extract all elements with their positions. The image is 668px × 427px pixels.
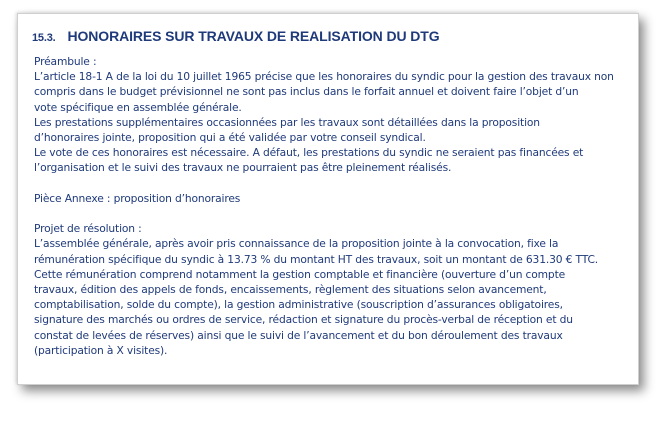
- resolution-line: travaux, édition des appels de fonds, encaissements, règlement des situations selon avancement,: [34, 283, 547, 297]
- spacer: [34, 176, 630, 191]
- preamble-label: Préambule :: [34, 55, 97, 68]
- section-title: HONORAIRES SUR TRAVAUX DE REALISATION DU DTG: [67, 28, 440, 44]
- document-excerpt: [17, 13, 639, 385]
- resolution-line: rémunération spécifique du syndic à 13.73 % du montant HT des travaux, soit un montant de 631.30 € TTC.: [34, 252, 599, 266]
- spacer: [34, 206, 630, 221]
- preamble-line: vote spécifique en assemblée générale.: [34, 100, 242, 114]
- document-body: [34, 54, 630, 358]
- preamble-line: d’honoraires jointe, proposition qui a été validée par votre conseil syndical.: [34, 131, 426, 145]
- resolution-line: signature des marchés ou ordres de service, rédaction et signature du procès-verbal de réception et du: [34, 313, 573, 327]
- resolution-line: comptabilisation, solde du compte), la gestion administrative (souscription d’assurances obligatoires,: [34, 298, 563, 312]
- section-heading: [32, 28, 440, 46]
- preamble-line: compris dans le budget prévisionnel ne sont pas inclus dans le forfait annuel et doivent faire l’objet d’un: [34, 85, 579, 99]
- resolution-line: constat de levées de réserves) ainsi que le suivi de l’avancement et du bon déroulement des travaux: [34, 328, 563, 342]
- resolution-label: Projet de résolution :: [34, 222, 142, 236]
- preamble-line: Le vote de ces honoraires est nécessaire. A défaut, les prestations du syndic ne seraient pas financées et: [34, 146, 584, 160]
- resolution-line: (participation à X visites).: [34, 343, 168, 357]
- preamble-line: L’article 18-1 A de la loi du 10 juillet 1965 précise que les honoraires du syndic pour la gestion des travaux non: [34, 70, 614, 84]
- annex-text: Pièce Annexe : proposition d’honoraires: [34, 191, 241, 205]
- preamble-line: Les prestations supplémentaires occasionnées par les travaux sont détaillées dans la proposition: [34, 115, 540, 129]
- section-number: 15.3.: [32, 32, 56, 44]
- resolution-line: Cette rémunération comprend notamment la gestion comptable et financière (ouverture d’un compte: [34, 267, 566, 281]
- preamble-line: l’organisation et le suivi des travaux ne pourraient pas être pleinement réalisés.: [34, 161, 452, 175]
- resolution-line: L’assemblée générale, après avoir pris connaissance de la proposition jointe à la convocation, fixe la: [34, 237, 559, 251]
